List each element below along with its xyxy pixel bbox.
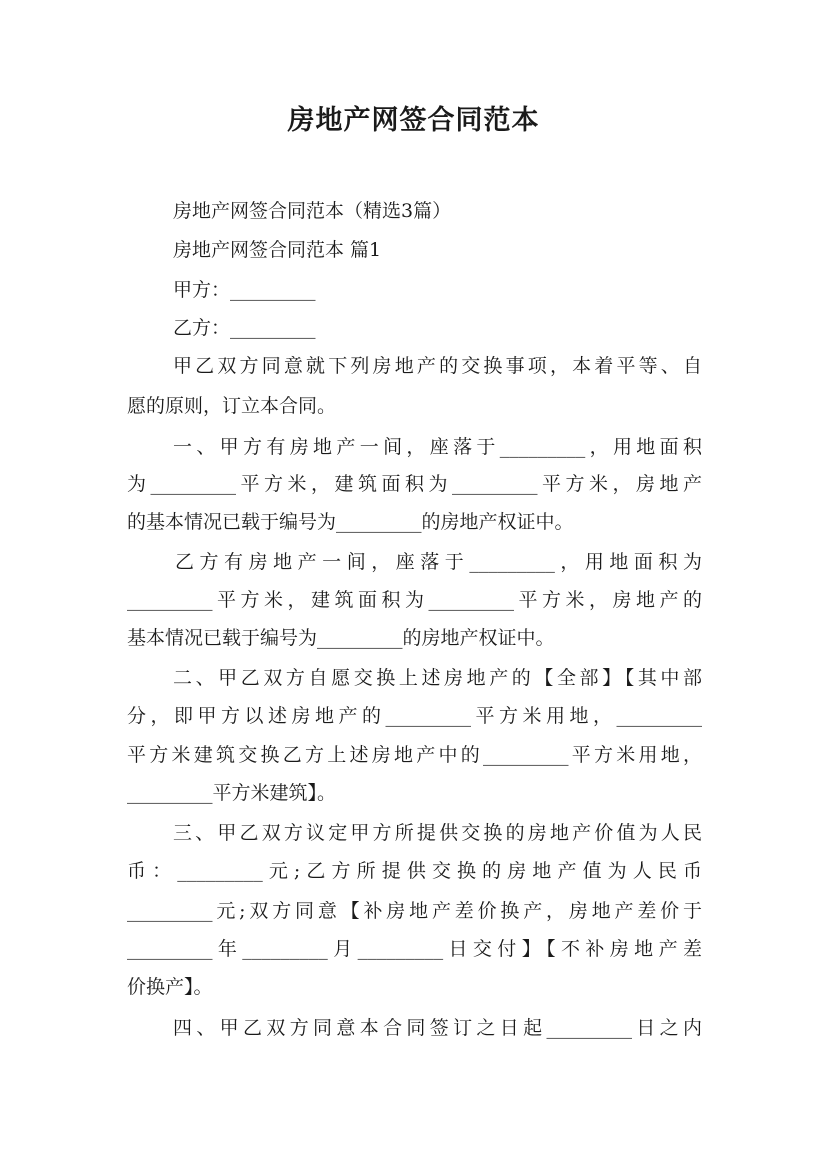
clause-3-line: 三、甲乙双方议定甲方所提供交换的房地产价值为人民	[173, 822, 702, 844]
clause-3-line: _________元;双方同意【补房地产差价换产，房地产差价于	[127, 900, 702, 922]
paragraph-line: 愿的原则，订立本合同。	[127, 395, 337, 417]
party-a-line: 甲方：_________	[173, 279, 316, 301]
clause-2-line: 平方米建筑交换乙方上述房地产中的_________平方米用地，	[127, 744, 702, 766]
clause-1-line: 为_________平方米，建筑面积为_________平方米，房地产	[127, 473, 702, 495]
section-heading: 房地产网签合同范本 篇1	[173, 239, 382, 261]
party-b-line: 乙方：_________	[173, 317, 316, 339]
paragraph-line: 甲乙双方同意就下列房地产的交换事项，本着平等、自	[173, 355, 702, 377]
clause-2-line: 二、甲乙双方自愿交换上述房地产的【全部】【其中部	[173, 667, 702, 689]
document-title: 房地产网签合同范本	[287, 105, 540, 136]
clause-1b-line: _________平方米，建筑面积为_________平方米，房地产的	[127, 589, 702, 611]
subtitle-line: 房地产网签合同范本（精选3篇）	[173, 200, 452, 222]
clause-3-line: _________年_________月_________日交付】【不补房地产差	[127, 938, 702, 960]
clause-1b-line: 乙方有房地产一间，座落于_________，用地面积为	[175, 551, 702, 573]
clause-2-line: _________平方米建筑】。	[127, 782, 337, 804]
clause-3-line: 币：_________元;乙方所提供交换的房地产值为人民币	[127, 860, 702, 882]
clause-3-line: 价换产】。	[127, 976, 213, 998]
clause-1b-line: 基本情况已载于编号为_________的房地产权证中。	[127, 627, 555, 649]
clause-4-line: 四、甲乙双方同意本合同签订之日起_________日之内	[173, 1017, 702, 1039]
clause-2-line: 分，即甲方以述房地产的_________平方米用地，_________	[127, 705, 702, 727]
clause-1-line: 的基本情况已载于编号为_________的房地产权证中。	[127, 511, 574, 533]
clause-1-line: 一、甲方有房地产一间，座落于_________，用地面积	[173, 436, 702, 458]
